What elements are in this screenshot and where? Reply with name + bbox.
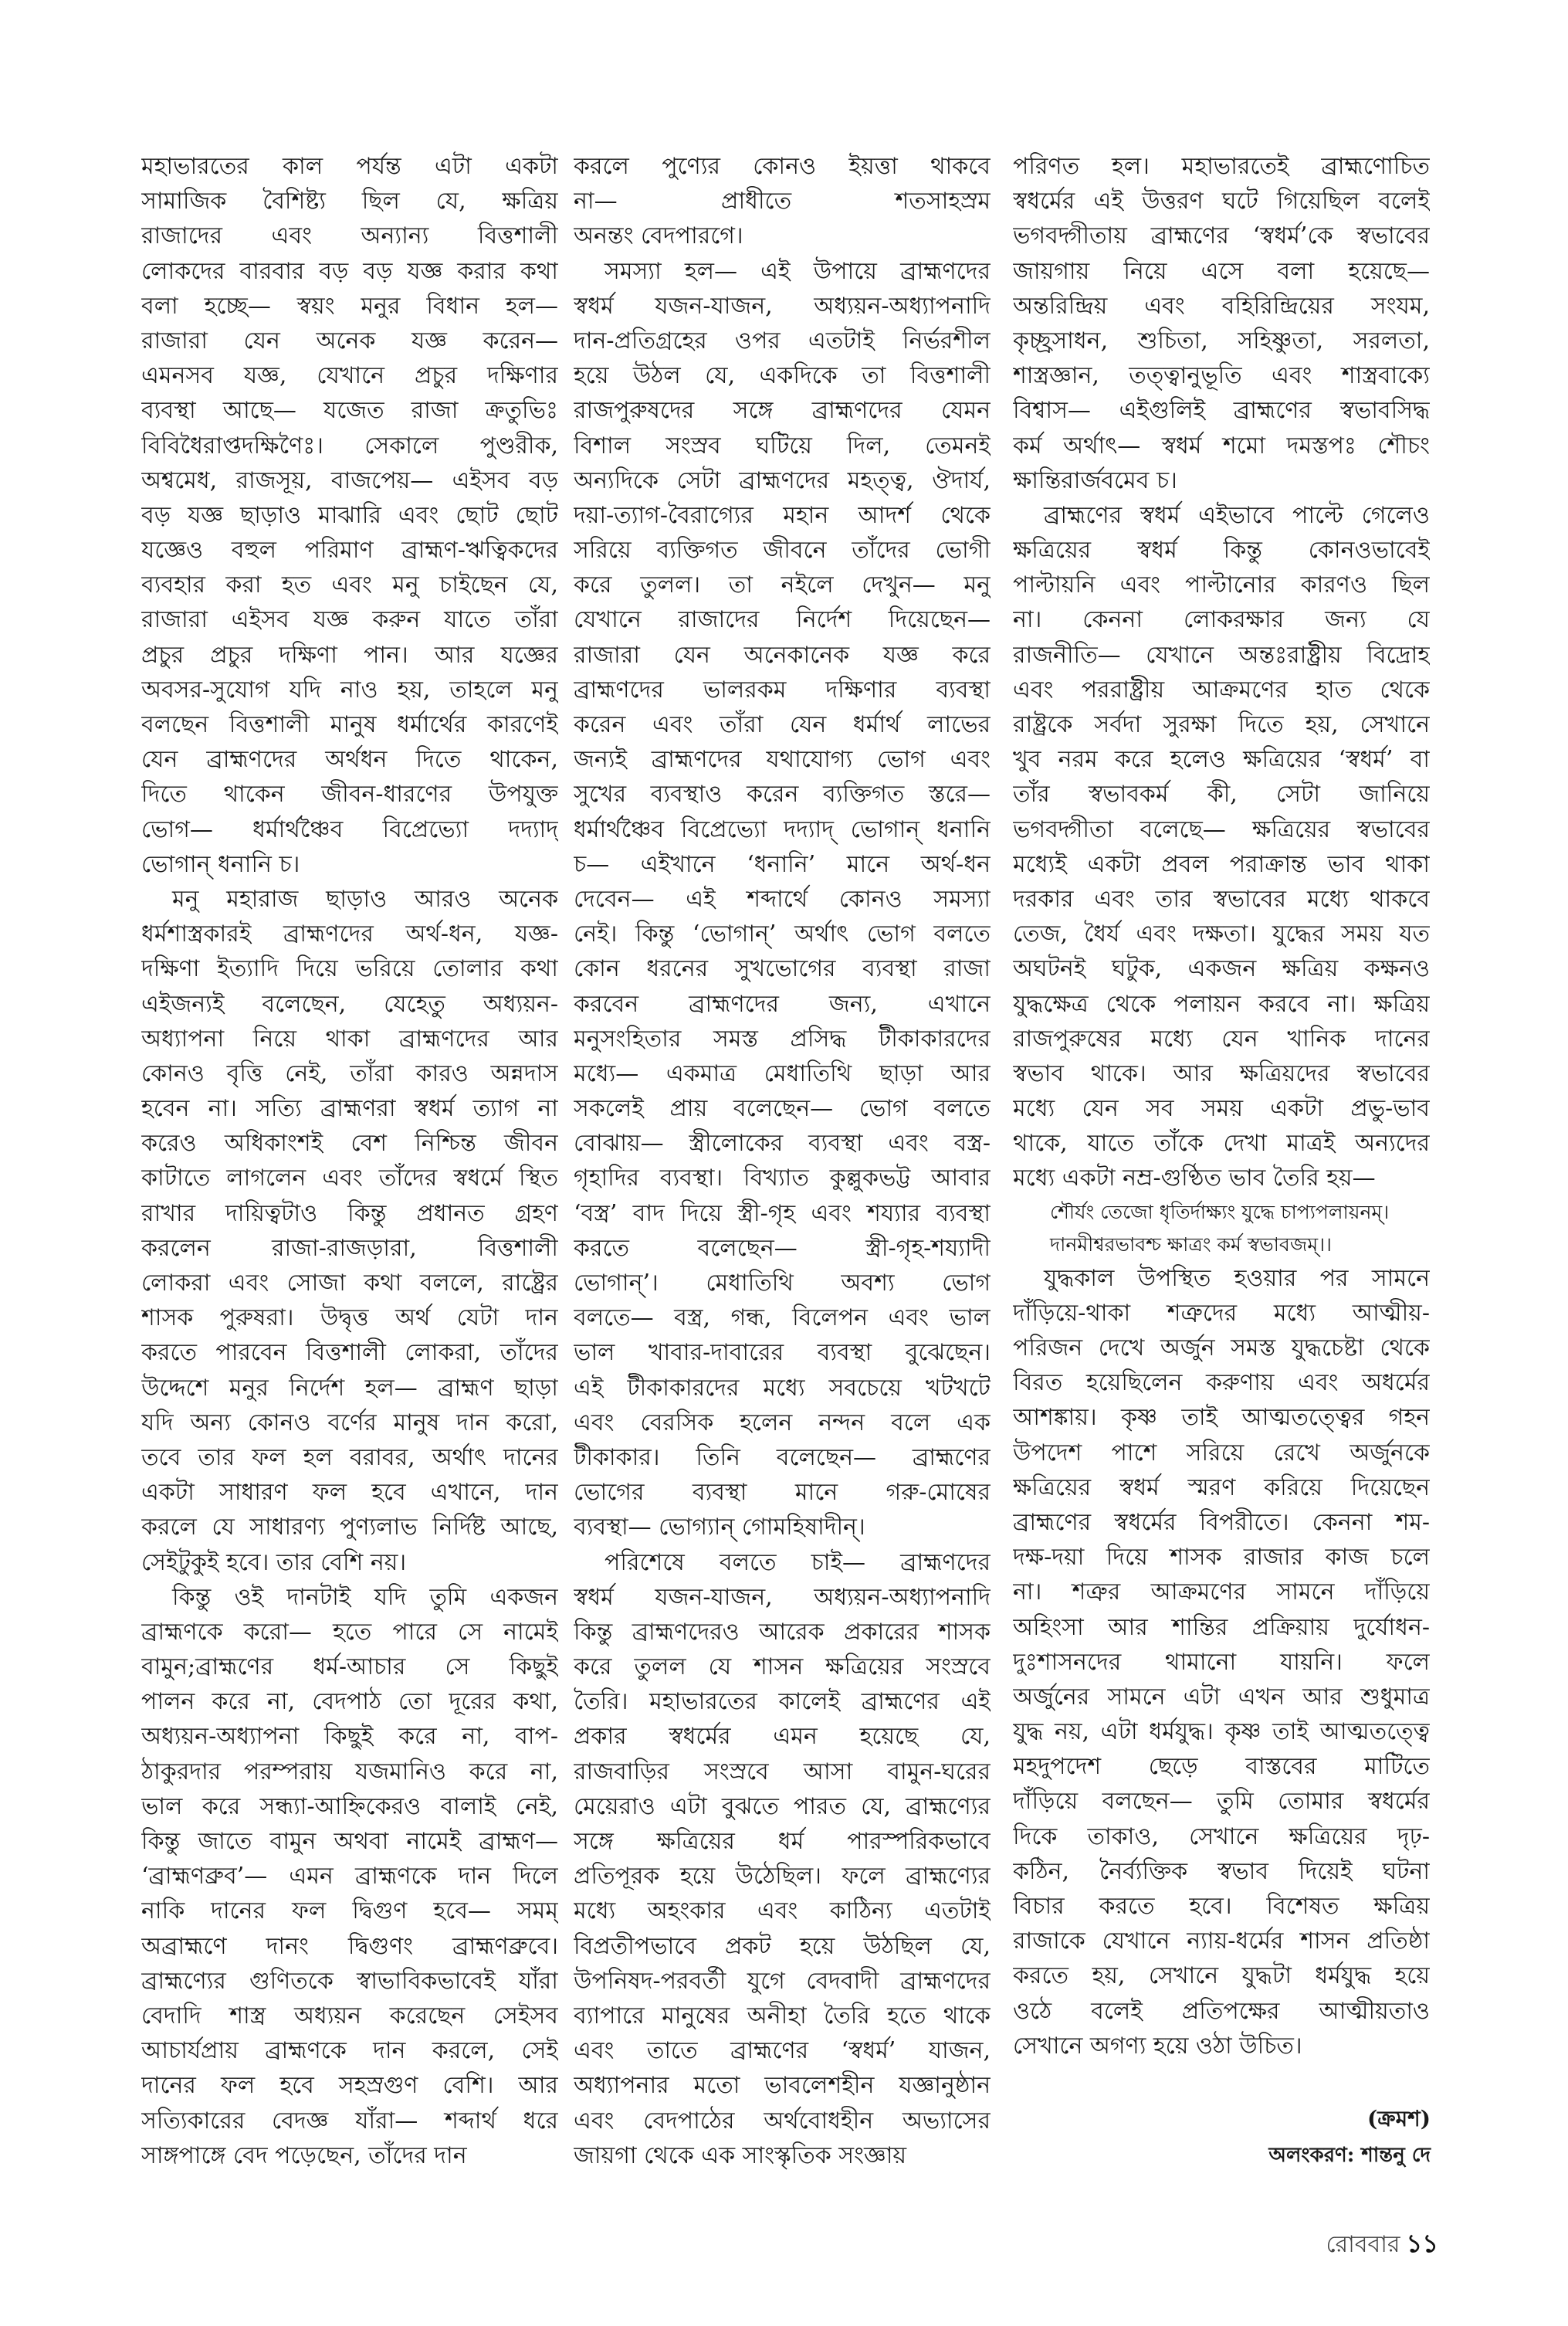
footer-section-name: রোববার	[1326, 2231, 1400, 2258]
text-line: অর্জুনের সামনে এটা এখন আর শুধুমাত্র	[1013, 1683, 1430, 1711]
text-line: খুব নরম করে হলেও ক্ষত্রিয়ের ‘স্বধর্ম’ বা	[1013, 746, 1430, 774]
text-line: ধর্মশাস্ত্রকারই ব্রাহ্মণদের অর্থ-ধন, যজ্ঞ-	[141, 921, 558, 948]
text-line: করলে যে সাধারণ্য পুণ্যলাভ নির্দিষ্ট আছে,	[141, 1514, 558, 1541]
article-column-1	[141, 149, 558, 2173]
text-line: ভোগের ব্যবস্থা মানে গরু-মোষের	[574, 1479, 991, 1507]
text-line: যজ্ঞেও বহুল পরিমাণ ব্রাহ্মণ-ঋত্বিকদের	[141, 537, 558, 565]
text-line: যুদ্ধকাল উপস্থিত হওয়ার পর সামনে	[1044, 1264, 1430, 1292]
text-line: আশঙ্কায়। কৃষ্ণ তাই আত্মতত্ত্বের গহন	[1013, 1404, 1430, 1432]
text-line: গৃহাদির ব্যবস্থা। বিখ্যাত কুল্লুকভট্ট আবার	[574, 1165, 991, 1192]
text-line: না। কেননা লোকরক্ষার জন্য যে	[1013, 606, 1430, 634]
text-line: রাজাকে যেখানে ন্যায়-ধর্মের শাসন প্রতিষ্ঠা	[1013, 1928, 1430, 1955]
paragraph	[141, 1580, 558, 2173]
text-line: ব্যবহার করা হত এবং মনু চাইছেন যে,	[141, 571, 558, 599]
text-line: বেদাদি শাস্ত্র অধ্যয়ন করেছেন সেইসব	[141, 2002, 558, 2029]
text-line: কর্ম অর্থাৎ— স্বধর্ম শমো দমস্তপঃ শৌচং	[1013, 432, 1430, 459]
text-line: দেবেন— এই শব্দার্থে কোনও সমস্যা	[574, 885, 991, 913]
text-line: এবং বেরসিক হলেন নন্দন বলে এক	[574, 1409, 991, 1436]
text-line: সরিয়ে ব্যক্তিগত জীবনে তাঁদের ভোগী	[574, 537, 991, 565]
text-line: না— প্রাধীতে শতসাহস্রম	[574, 188, 991, 215]
text-line: যদি অন্য কোনও বর্ণের মানুষ দান করো,	[141, 1409, 558, 1436]
text-line: দাঁড়িয়ে-থাকা শত্রুদের মধ্যে আত্মীয়-	[1013, 1299, 1430, 1327]
text-line: বিরত হয়েছিলেন করুণায় এবং অধর্মের	[1013, 1369, 1430, 1397]
text-line: তাঁর স্বভাবকর্ম কী, সেটা জানিয়ে	[1013, 781, 1430, 809]
text-line: করে তুলল। তা নইলে দেখুন— মনু	[574, 571, 991, 599]
text-line: করতে হয়, সেখানে যুদ্ধটা ধর্মযুদ্ধ হয়ে	[1013, 1962, 1430, 1990]
text-line: জন্যই ব্রাহ্মণদের যথাযোগ্য ভোগ এবং	[574, 746, 991, 774]
text-line: শাস্ত্রজ্ঞান, তত্ত্বানুভূতি এবং শাস্ত্রবাক্যে	[1013, 362, 1430, 390]
text-line: যেন ব্রাহ্মণদের অর্থধন দিতে থাকেন,	[141, 746, 558, 774]
text-line: ভোগান্’। মেধাতিথি অবশ্য ভোগ	[574, 1270, 991, 1297]
text-line: স্বধর্ম যজন-যাজন, অধ্যয়ন-অধ্যাপনাদি	[574, 292, 991, 320]
text-line: দয়া-ত্যাগ-বৈরাগ্যের মহান আদর্শ থেকে	[574, 501, 991, 529]
text-line: রাজপুরুষদের সঙ্গে ব্রাহ্মণদের যেমন	[574, 397, 991, 425]
text-line: সাঙ্গপাঙ্গে বেদ পড়েছেন, তাঁদের দান	[141, 2141, 467, 2169]
text-line: এবং তাতে ব্রাহ্মণের ‘স্বধর্ম’ যাজন,	[574, 2037, 991, 2065]
text-line: বলা হচ্ছে— স্বয়ং মনুর বিধান হল—	[141, 292, 558, 320]
text-line: এবং বেদপাঠের অর্থবোধহীন অভ্যাসের	[574, 2107, 991, 2134]
text-line: কিন্তু ব্রাহ্মণদেরও আরেক প্রকারের শাসক	[574, 1618, 991, 1646]
text-line: ধর্মার্থঞ্চৈব বিপ্রেভ্যো দদ্যাদ্ ভোগান্ ধনানি	[574, 815, 991, 843]
text-line: পালন করে না, বেদপাঠ তো দূরের কথা,	[141, 1688, 558, 1716]
text-line: কোন ধরনের সুখভোগের ব্যবস্থা রাজা	[574, 955, 991, 983]
text-line: করেও অধিকাংশই বেশ নিশ্চিন্ত জীবন	[141, 1130, 558, 1158]
text-line: অহিংসা আর শান্তির প্রক্রিয়ায় দুর্যোধন-	[1013, 1613, 1430, 1641]
text-line: দরকার এবং তার স্বভাবের মধ্যে থাকবে	[1013, 885, 1430, 913]
text-line: কিন্তু জাতে বামুন অথবা নামেই ব্রাহ্মণ—	[141, 1828, 558, 1855]
text-line: ব্যাপারে মানুষের অনীহা তৈরি হতে থাকে	[574, 2002, 991, 2029]
text-line: লোকরা এবং সোজা কথা বললে, রাষ্ট্রের	[141, 1270, 558, 1297]
text-line: জায়গা থেকে এক সাংস্কৃতিক সংজ্ঞায়	[574, 2141, 907, 2169]
text-line: তবে তার ফল হল বরাবর, অর্থাৎ দানের	[141, 1443, 558, 1471]
paragraph	[1013, 498, 1430, 1196]
text-line: রাজারা যেন অনেকানেক যজ্ঞ করে	[574, 641, 991, 669]
text-line: ভাল খাবার-দাবারের ব্যবস্থা বুঝেছেন।	[574, 1339, 991, 1367]
text-line: এই টীকাকারদের মধ্যে সবচেয়ে খটখটে	[574, 1374, 991, 1402]
text-line: মহদুপদেশ ছেড়ে বাস্তবের মাটিতে	[1013, 1753, 1430, 1781]
text-line: দক্ষ-দয়া দিয়ে শাসক রাজার কাজ চলে	[1013, 1544, 1430, 1572]
text-line: প্রকার স্বধর্মের এমন হয়েছে যে,	[574, 1723, 991, 1751]
paragraph	[1013, 1261, 1430, 2063]
text-line: না। শত্রুর আক্রমণের সামনে দাঁড়িয়ে	[1013, 1578, 1430, 1606]
text-line: বিপ্রতীপভাবে প্রকট হয়ে উঠছিল যে,	[574, 1932, 991, 1960]
text-line: মনু মহারাজ ছাড়াও আরও অনেক	[172, 885, 558, 913]
text-line: রাজারা যেন অনেক যজ্ঞ করেন—	[141, 327, 558, 354]
text-line: পরিণত হল। মহাভারতেই ব্রাহ্মণোচিত	[1013, 153, 1430, 180]
text-line: অনন্তং বেদপারগে।	[574, 222, 743, 250]
text-line: করতে পারবেন বিত্তশালী লোকরা, তাঁদের	[141, 1339, 558, 1367]
text-line: বলতে— বস্ত্র, গন্ধ, বিলেপন এবং ভাল	[574, 1304, 991, 1332]
text-line: অন্তরিন্দ্রিয় এবং বহিরিন্দ্রিয়ের সংযম,	[1013, 292, 1430, 320]
text-line: করেন এবং তাঁরা যেন ধর্মার্থ লাভের	[574, 711, 991, 738]
text-line: সুখের ব্যবস্থাও করেন ব্যক্তিগত স্তরে—	[574, 781, 991, 809]
text-line: ওঠে বলেই প্রতিপক্ষের আত্মীয়তাও	[1013, 1997, 1430, 2025]
text-line: ব্যবস্থা আছে— যজেত রাজা ক্রতুভিঃ	[141, 397, 558, 425]
text-line: রাখার দায়িত্বটাও কিন্তু প্রধানত গ্রহণ	[141, 1199, 558, 1227]
text-line: যুদ্ধ নয়, এটা ধর্মযুদ্ধ। কৃষ্ণ তাই আত্মতত্ত্বে	[1013, 1718, 1430, 1746]
text-line: বিশাল সংস্রব ঘটিয়ে দিল, তেমনই	[574, 432, 991, 459]
text-line: যেখানে রাজাদের নির্দেশ দিয়েছেন—	[574, 606, 991, 634]
text-line: সেইটুকুই হবে। তার বেশি নয়।	[141, 1548, 407, 1576]
text-line: স্বধর্মের এই উত্তরণ ঘটে গিয়েছিল বলেই	[1013, 188, 1430, 215]
text-line: দানের ফল হবে সহস্রগুণ বেশি। আর	[141, 2072, 558, 2100]
text-line: ‘বস্ত্র’ বাদ দিয়ে স্ত্রী-গৃহ এবং শয্যার ব্যবস্থা	[574, 1199, 991, 1227]
verse-quote	[1013, 1196, 1430, 1261]
paragraph	[1013, 149, 1430, 498]
text-line: এবং পররাষ্ট্রীয় আক্রমণের হাত থেকে	[1013, 676, 1430, 704]
text-line: ঠাকুরদার পরম্পরায় যজমানিও করে না,	[141, 1758, 558, 1785]
text-line: অবসর-সুযোগ যদি নাও হয়, তাহলে মনু	[141, 676, 558, 704]
text-line: এইজন্যই বলেছেন, যেহেতু অধ্যয়ন-	[141, 990, 558, 1018]
text-line: প্রচুর প্রচুর দক্ষিণা পান। আর যজ্ঞের	[141, 641, 558, 669]
text-line: ভোগ— ধর্মার্থঞ্চৈব বিপ্রেভ্যো দদ্যাদ্	[141, 815, 558, 843]
text-line: তৈরি। মহাভারতের কালেই ব্রাহ্মণের এই	[574, 1688, 991, 1716]
paragraph	[574, 149, 991, 254]
text-line: ব্রাহ্মণ্যের গুণিতকে স্বাভাবিকভাবেই যাঁরা	[141, 1967, 558, 1995]
page-number: ১১	[1406, 2229, 1438, 2258]
text-line: মহাভারতের কাল পর্যন্ত এটা একটা	[141, 153, 558, 180]
text-line: বিচার করতে হবে। বিশেষত ক্ষত্রিয়	[1013, 1893, 1430, 1920]
text-line: নেই। কিন্তু ‘ভোগান্’ অর্থাৎ ভোগ বলতে	[574, 921, 991, 948]
text-line: কোনও বৃত্তি নেই, তাঁরা কারও অন্নদাস	[141, 1060, 558, 1087]
text-line: বিবিধৈরাপ্তদক্ষিণৈঃ। সেকালে পুণ্ডরীক,	[141, 432, 558, 459]
page-footer	[1326, 2224, 1438, 2266]
text-line: বিশ্বাস— এইগুলিই ব্রাহ্মণের স্বভাবসিদ্ধ	[1013, 397, 1430, 425]
text-line: ভোগান্ ধনানি চ।	[141, 850, 300, 878]
text-line: একটা সাধারণ ফল হবে এখানে, দান	[141, 1479, 558, 1507]
text-line: থাকে, যাতে তাঁকে দেখা মাত্রই অন্যদের	[1013, 1130, 1430, 1158]
text-line: সমস্যা হল— এই উপায়ে ব্রাহ্মণদের	[605, 257, 991, 285]
text-line: রাজবাড়ির সংস্রবে আসা বামুন-ঘরের	[574, 1758, 991, 1785]
text-line: পাল্টায়নি এবং পাল্টানোর কারণও ছিল	[1013, 571, 1430, 599]
text-line: করলেন রাজা-রাজড়ারা, বিত্তশালী	[141, 1234, 558, 1262]
text-line: কাটাতে লাগলেন এবং তাঁদের স্বধর্মে স্থিত	[141, 1165, 558, 1192]
text-line: ভগবদ্গীতা বলেছে— ক্ষত্রিয়ের স্বভাবের	[1013, 815, 1430, 843]
text-line: স্বধর্ম যজন-যাজন, অধ্যয়ন-অধ্যাপনাদি	[574, 1583, 991, 1611]
text-line: সেখানে অগণ্য হয়ে ওঠা উচিত।	[1013, 2032, 1302, 2060]
text-line: মধ্যেই একটা প্রবল পরাক্রান্ত ভাব থাকা	[1013, 850, 1430, 878]
text-line: ব্রাহ্মণকে করো— হতে পারে সে নামেই	[141, 1618, 558, 1646]
text-line: আচার্যপ্রায় ব্রাহ্মণকে দান করলে, সেই	[141, 2037, 558, 2065]
text-line: পরিজন দেখে অর্জুন সমস্ত যুদ্ধচেষ্টা থেকে	[1013, 1334, 1430, 1361]
paragraph	[574, 1545, 991, 2173]
text-line: নাকি দানের ফল দ্বিগুণ হবে— সমম্	[141, 1897, 558, 1925]
text-line: সত্যিকারের বেদজ্ঞ যাঁরা— শব্দার্থ ধরে	[141, 2107, 558, 2134]
text-line: শাসক পুরুষরা। উদ্বৃত্ত অর্থ যেটা দান	[141, 1304, 558, 1332]
text-line: উপনিষদ-পরবর্তী যুগে বেদবাদী ব্রাহ্মণদের	[574, 1967, 991, 1995]
text-line: অধ্যাপনার মতো ভাবলেশহীন যজ্ঞানুষ্ঠান	[574, 2072, 991, 2100]
text-line: করবেন ব্রাহ্মণদের জন্য, এখানে	[574, 990, 991, 1018]
text-line: চ— এইখানে ‘ধনানি’ মানে অর্থ-ধন	[574, 850, 991, 878]
text-line: কৃচ্ছ্রসাধন, শুচিতা, সহিষ্ণুতা, সরলতা,	[1013, 327, 1430, 354]
text-line: অশ্বমেধ, রাজসূয়, বাজপেয়— এইসব বড়	[141, 466, 558, 494]
text-line: জায়গায় নিয়ে এসে বলা হয়েছে—	[1013, 257, 1430, 285]
text-line: ভাল করে সন্ধ্যা-আহ্নিকেরও বালাই নেই,	[141, 1792, 558, 1820]
text-line: উপদেশ পাশে সরিয়ে রেখে অর্জুনকে	[1013, 1439, 1430, 1466]
article-column-2	[574, 149, 991, 2173]
paragraph	[141, 882, 558, 1580]
text-line: বামুন;ব্রাহ্মণের ধর্ম-আচার সে কিছুই	[141, 1653, 558, 1681]
text-line: ব্রাহ্মণের স্বধর্মের বিপরীতে। কেননা শম-	[1013, 1508, 1430, 1536]
text-line: তেজ, ধৈর্য এবং দক্ষতা। যুদ্ধের সময় যত	[1013, 921, 1430, 948]
text-line: সঙ্গে ক্ষত্রিয়ের ধর্ম পারস্পরিকভাবে	[574, 1828, 991, 1855]
text-line: করলে পুণ্যের কোনও ইয়ত্তা থাকবে	[574, 153, 991, 180]
text-line: মধ্যে অহংকার এবং কাঠিন্য এতটাই	[574, 1897, 991, 1925]
text-line: ব্যবস্থা— ভোগ্যান্ গোমহিষাদীন্।	[574, 1514, 865, 1541]
text-line: করে তুলল যে শাসন ক্ষত্রিয়ের সংস্রবে	[574, 1653, 991, 1681]
text-line: লোকদের বারবার বড় বড় যজ্ঞ করার কথা	[141, 257, 558, 285]
text-line: অন্যদিকে সেটা ব্রাহ্মণদের মহত্ত্ব, ঔদার্য,	[574, 466, 991, 494]
text-line: রাজনীতি— যেখানে অন্তঃরাষ্ট্রীয় বিদ্রোহ	[1013, 641, 1430, 669]
text-line: রাজপুরুষের মধ্যে যেন খানিক দানের	[1013, 1025, 1430, 1053]
to-be-continued-label: (ক্রমশ)	[1366, 2106, 1431, 2131]
text-line: মধ্যে— একমাত্র মেধাতিথি ছাড়া আর	[574, 1060, 991, 1087]
text-line: মেয়েরাও এটা বুঝতে পারত যে, ব্রাহ্মণ্যের	[574, 1792, 991, 1820]
text-line: কঠিন, নৈর্ব্যক্তিক স্বভাব দিয়েই ঘটনা	[1013, 1857, 1430, 1885]
text-line: দাঁড়িয়ে বলছেন— তুমি তোমার স্বধর্মের	[1013, 1788, 1430, 1816]
text-line: কিন্তু ওই দানটাই যদি তুমি একজন	[172, 1583, 558, 1611]
text-line: শৌর্যং তেজো ধৃতির্দাক্ষ্যং যুদ্ধে চাপ্যপলায়নম্।	[1050, 1200, 1390, 1223]
text-line: স্বভাব থাকে। আর ক্ষত্রিয়দের স্বভাবের	[1013, 1060, 1430, 1087]
text-line: বোঝায়— স্ত্রীলোকের ব্যবস্থা এবং বস্ত্র-	[574, 1130, 991, 1158]
text-line: ক্ষান্তিরার্জবমেব চ।	[1013, 466, 1177, 494]
text-line: পরিশেষে বলতে চাই— ব্রাহ্মণদের	[605, 1548, 991, 1576]
text-line: হয়ে উঠল যে, একদিকে তা বিত্তশালী	[574, 362, 991, 390]
text-line: বড় যজ্ঞ ছাড়াও মাঝারি এবং ছোট ছোট	[141, 501, 558, 529]
text-line: ক্ষত্রিয়ের স্বধর্ম কিন্তু কোনওভাবেই	[1013, 537, 1430, 565]
text-line: যুদ্ধক্ষেত্র থেকে পলায়ন করবে না। ক্ষত্রিয়	[1013, 990, 1430, 1018]
text-line: ‘ব্রাহ্মণব্রুব’— এমন ব্রাহ্মণকে দান দিলে	[141, 1863, 558, 1890]
text-line: দিকে তাকাও, সেখানে ক্ষত্রিয়ের দৃঢ়-	[1013, 1822, 1430, 1850]
illustration-credit: অলংকরণ: শান্তনু দে	[1268, 2144, 1431, 2167]
text-line: অব্রাহ্মণে দানং দ্বিগুণং ব্রাহ্মণব্রুবে।	[141, 1932, 558, 1960]
paragraph	[141, 149, 558, 882]
text-line: রাষ্ট্রকে সর্বদা সুরক্ষা দিতে হয়, সেখানে	[1013, 711, 1430, 738]
text-line: অধ্যাপনা নিয়ে থাকা ব্রাহ্মণদের আর	[141, 1025, 558, 1053]
text-line: সকলেই প্রায় বলেছেন— ভোগ বলতে	[574, 1095, 991, 1123]
text-line: ক্ষত্রিয়ের স্বধর্ম স্মরণ করিয়ে দিয়েছেন	[1013, 1473, 1430, 1501]
text-line: অধ্যয়ন-অধ্যাপনা কিছুই করে না, বাপ-	[141, 1723, 558, 1751]
text-line: মধ্যে যেন সব সময় একটা প্রভু-ভাব	[1013, 1095, 1430, 1123]
text-line: টীকাকার। তিনি বলেছেন— ব্রাহ্মণের	[574, 1443, 991, 1471]
text-line: প্রতিপূরক হয়ে উঠেছিল। ফলে ব্রাহ্মণ্যের	[574, 1863, 991, 1890]
text-line: দান-প্রতিগ্রহের ওপর এতটাই নির্ভরশীল	[574, 327, 991, 354]
text-line: উদ্দেশে মনুর নির্দেশ হল— ব্রাহ্মণ ছাড়া	[141, 1374, 558, 1402]
text-line: ব্রাহ্মণের স্বধর্ম এইভাবে পাল্টে গেলেও	[1044, 501, 1430, 529]
text-line: ব্রাহ্মণদের ভালরকম দক্ষিণার ব্যবস্থা	[574, 676, 991, 704]
text-line: দিতে থাকেন জীবন-ধারণের উপযুক্ত	[141, 781, 558, 809]
text-line: মনুসংহিতার সমস্ত প্রসিদ্ধ টীকাকারদের	[574, 1025, 991, 1053]
text-line: এমনসব যজ্ঞ, যেখানে প্রচুর দক্ষিণার	[141, 362, 558, 390]
text-line: বলছেন বিত্তশালী মানুষ ধর্মার্থের কারণেই	[141, 711, 558, 738]
text-line: হবেন না। সত্যি ব্রাহ্মণরা স্বধর্ম ত্যাগ না	[141, 1095, 558, 1123]
text-line: দক্ষিণা ইত্যাদি দিয়ে ভরিয়ে তোলার কথা	[141, 955, 558, 983]
text-line: সামাজিক বৈশিষ্ট্য ছিল যে, ক্ষত্রিয়	[141, 188, 558, 215]
text-line: অঘটনই ঘটুক, একজন ক্ষত্রিয় কক্ষনও	[1013, 955, 1430, 983]
paragraph	[574, 254, 991, 1545]
text-line: রাজারা এইসব যজ্ঞ করুন যাতে তাঁরা	[141, 606, 558, 634]
text-line: দুঃশাসনদের থামানো যায়নি। ফলে	[1013, 1648, 1430, 1676]
text-line: রাজাদের এবং অন্যান্য বিত্তশালী	[141, 222, 558, 250]
article-column-3	[1013, 149, 1430, 2063]
text-line: দানমীশ্বরভাবশ্চ ক্ষাত্রং কর্ম স্বভাবজম্।।	[1050, 1233, 1332, 1256]
text-line: করতে বলেছেন— স্ত্রী-গৃহ-শয্যাদী	[574, 1234, 991, 1262]
text-line: ভগবদ্গীতায় ব্রাহ্মণের ‘স্বধর্ম’কে স্বভাবের	[1013, 222, 1430, 250]
text-line: মধ্যে একটা নম্র-গুণ্ঠিত ভাব তৈরি হয়—	[1013, 1165, 1376, 1192]
